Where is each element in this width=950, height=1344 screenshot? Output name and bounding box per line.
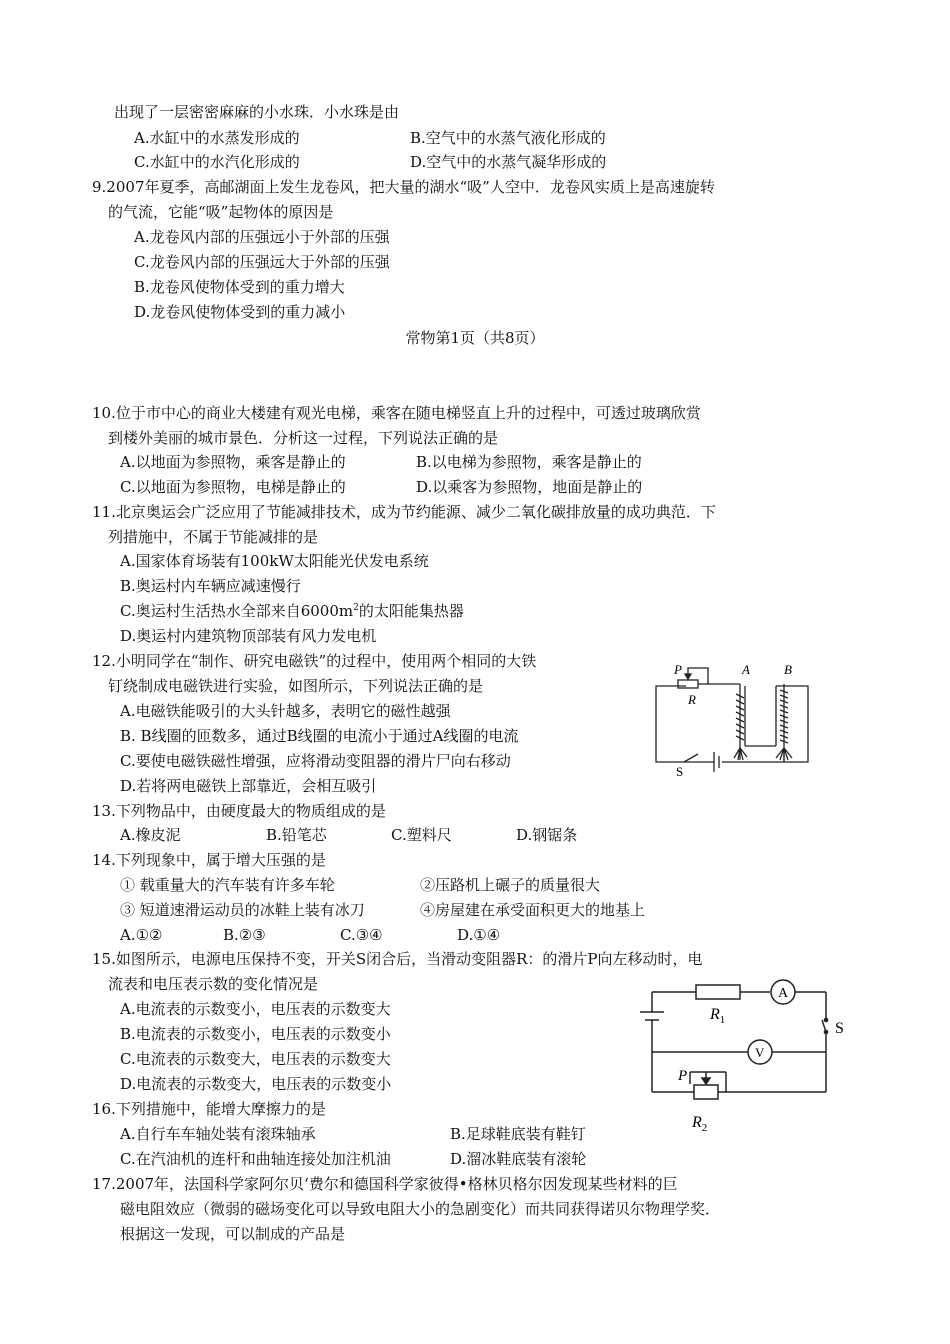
q16-stem: 16.下列措施中，能增大摩擦力的是 xyxy=(92,1100,326,1118)
label-p: P xyxy=(674,662,682,677)
q8-option-b: B.空气中的水蒸气液化形成的 xyxy=(410,129,606,147)
q13-stem: 13.下列物品中，由硬度最大的物质组成的是 xyxy=(92,802,386,820)
q12-option-b: B. B线圈的匝数多，通过B线圈的电流小于通过A线圈的电流 xyxy=(120,727,519,745)
q10-option-d: D.以乘客为参照物，地面是静止的 xyxy=(416,478,643,496)
page-footer: 常物第1页（共8页） xyxy=(405,329,545,347)
q13-option-d: D.钢锯条 xyxy=(516,826,578,844)
q16-option-a: A.自行车车轴处装有滚珠轴承 xyxy=(120,1125,316,1143)
label-a: A xyxy=(742,662,750,677)
q9-option-a: A.龙卷风内部的压强远小于外部的压强 xyxy=(134,228,390,246)
q12-option-a: A.电磁铁能吸引的大头针越多，表明它的磁性越强 xyxy=(120,702,451,720)
q12-stem: 12.小明同学在“制作、研究电磁铁”的过程中，使用两个相同的大铁 xyxy=(92,652,537,670)
q12-option-c: C.要使电磁铁磁性增强，应将滑动变阻器的滑片尸向右移动 xyxy=(120,752,511,770)
q17-stem-continued-2: 根据这一发现，可以制成的产品是 xyxy=(120,1225,346,1243)
label-s: S xyxy=(676,764,684,779)
q9-stem-continued: 的气流，它能“吸”起物体的原因是 xyxy=(108,203,334,221)
q13-option-a: A.橡皮泥 xyxy=(120,826,181,844)
q11-option-c: C.奥运村生活热水全部来自$6000m^2$的太阳能集热器 xyxy=(120,602,464,620)
label-r: R xyxy=(688,692,696,707)
q15-option-b: B.电流表的示数变小，电压表的示数变小 xyxy=(120,1025,391,1043)
q11-option-d: D.奥运村内建筑物顶部装有风力发电机 xyxy=(120,627,377,645)
q10-stem-continued: 到楼外美丽的城市景色．分析这一过程，下列说法正确的是 xyxy=(108,429,499,447)
q14-option-c: C.③④ xyxy=(340,926,383,944)
r2-label: $R_2$ xyxy=(692,1114,708,1132)
q14-item-2: ②压路机上碾子的质量很大 xyxy=(420,876,601,894)
q8-option-d: D.空气中的水蒸气凝华形成的 xyxy=(410,153,607,171)
slider-p-label: P xyxy=(678,1068,688,1084)
q9-stem: 9.2007年夏季，高邮湖面上发生龙卷风，把大量的湖水“吸”人空中．龙卷风实质上是高速旋转 xyxy=(92,178,715,196)
q15-circuit-figure xyxy=(632,976,860,1132)
q14-option-a: A.①② xyxy=(120,926,163,944)
q14-stem: 14.下列现象中，属于增大压强的是 xyxy=(92,851,326,869)
q10-option-a: A.以地面为参照物，乘客是静止的 xyxy=(120,453,346,471)
switch-label: S xyxy=(835,1020,844,1037)
q13-option-b: B.铅笔芯 xyxy=(266,826,327,844)
q9-option-d: D.龙卷风使物体受到的重力减小 xyxy=(134,303,346,321)
q11-option-b: B.奥运村内车辆应减速慢行 xyxy=(120,577,301,595)
q17-stem-continued-1: 磁电阻效应（微弱的磁场变化可以导致电阻大小的急剧变化）而共同获得诺贝尔物理学奖． xyxy=(120,1200,721,1218)
q12-electromagnet-circuit-figure xyxy=(648,660,820,780)
q9-option-b: B.龙卷风使物体受到的重力增大 xyxy=(134,278,345,296)
q16-option-d: D.溜冰鞋底装有滚轮 xyxy=(450,1150,587,1168)
q11-stem-continued: 列措施中，不属于节能减排的是 xyxy=(108,528,319,546)
r1-label: $R_1$ xyxy=(710,1006,726,1026)
q12-stem-continued: 钉绕制成电磁铁进行实验，如图所示，下列说法正确的是 xyxy=(108,677,484,695)
q17-stem: 17.2007年，法国科学家阿尔贝‘费尔和德国科学家彼得•格林贝格尔因发现某些材料的巨 xyxy=(92,1175,678,1193)
q11-stem: 11.北京奥运会广泛应用了节能减排技术，成为节约能源、减少二氧化碳排放量的成功典范．下 xyxy=(92,503,716,521)
q10-option-b: B.以电梯为参照物，乘客是静止的 xyxy=(416,453,642,471)
q15-option-c: C.电流表的示数变大，电压表的示数变大 xyxy=(120,1050,391,1068)
q9-option-c: C.龙卷风内部的压强远大于外部的压强 xyxy=(134,253,390,271)
q14-option-b: B.②③ xyxy=(223,926,266,944)
q13-option-c: C.塑料尺 xyxy=(391,826,452,844)
ammeter-label: A xyxy=(778,986,789,1001)
q15-stem: 15.如图所示，电源电压保持不变，开关S闭合后，当滑动变阻器R：的滑片P向左移动时，电 xyxy=(92,950,703,968)
voltmeter-label: V xyxy=(755,1045,765,1060)
q15-stem-continued: 流表和电压表示数的变化情况是 xyxy=(108,975,319,993)
q8-option-a: A.水缸中的水蒸发形成的 xyxy=(134,129,300,147)
q11-option-a: A.国家体育场装有100kW太阳能光伏发电系统 xyxy=(120,552,429,570)
q15-option-a: A.电流表的示数变小，电压表的示数变大 xyxy=(120,1000,391,1018)
q14-item-4: ④房屋建在承受面积更大的地基上 xyxy=(420,901,646,919)
q10-option-c: C.以地面为参照物，电梯是静止的 xyxy=(120,478,346,496)
q8-stem-continued: 出现了一层密密麻麻的小水珠．小水珠是由 xyxy=(114,103,400,121)
q16-option-b: B.足球鞋底装有鞋钉 xyxy=(450,1125,586,1143)
q14-option-d: D.①④ xyxy=(457,926,501,944)
q14-item-1: ① 载重量大的汽车装有许多车轮 xyxy=(120,876,335,894)
q8-option-c: C.水缸中的水汽化形成的 xyxy=(134,153,300,171)
q10-stem: 10.位于市中心的商业大楼建有观光电梯，乘客在随电梯竖直上升的过程中，可透过玻璃欣赏 xyxy=(92,404,701,422)
q16-option-c: C.在汽油机的连杆和曲轴连接处加注机油 xyxy=(120,1150,391,1168)
q14-item-3: ③ 短道速滑运动员的冰鞋上装有冰刀 xyxy=(120,901,365,919)
label-b: B xyxy=(784,662,792,677)
q12-option-d: D.若将两电磁铁上部靠近，会相互吸引 xyxy=(120,777,377,795)
q15-option-d: D.电流表的示数变大，电压表的示数变小 xyxy=(120,1075,392,1093)
